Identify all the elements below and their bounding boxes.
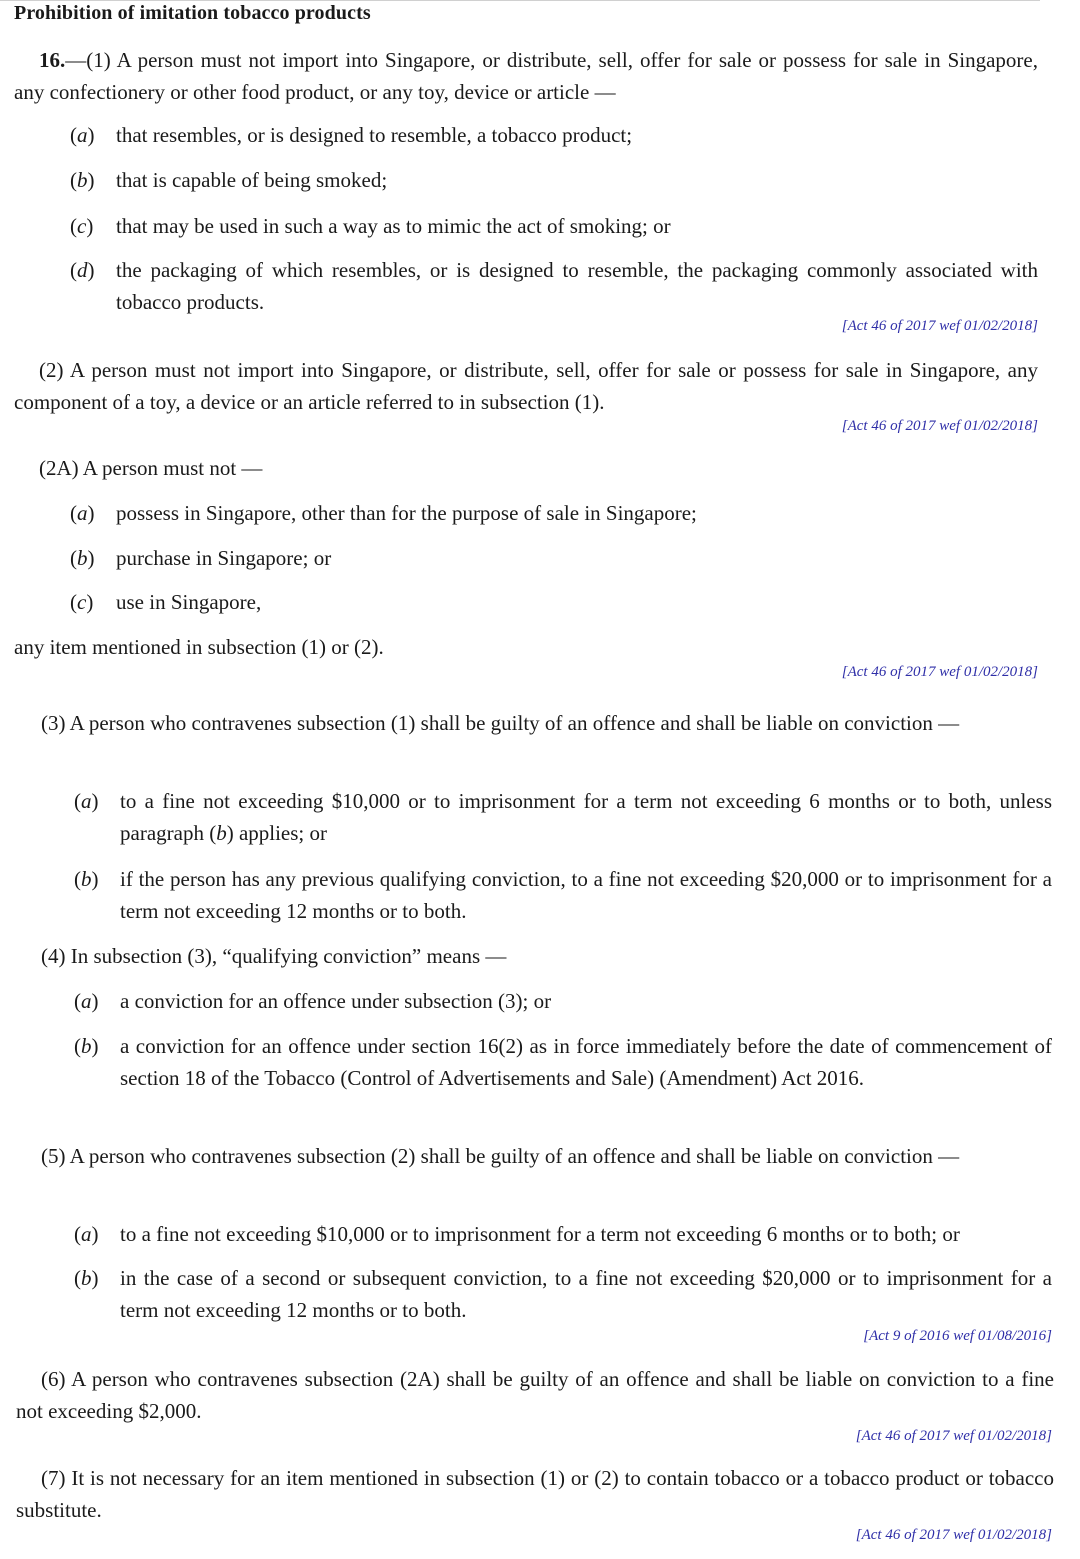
subsection-5: (5) A person who contravenes subsection (2) shall be guilty of an offence and shall be liable on conviction — (41, 1144, 960, 1168)
amendment-note: [Act 46 of 2017 wef 01/02/2018] (841, 318, 1038, 334)
item-text: to a fine not exceeding $10,000 or to imprisonment for a term not exceeding 6 months or to both; or (120, 1222, 960, 1246)
subsection-3-item-b (74, 863, 1052, 927)
subsection-1 (14, 44, 1038, 108)
item-label: (a) (70, 123, 95, 147)
subsection-6: (6) A person who contravenes subsection (2A) shall be guilty of an offence and shall be liable on conviction to a fine not exceeding $2,000. (16, 1367, 1054, 1423)
amendment-note: [Act 46 of 2017 wef 01/02/2018] (855, 1527, 1052, 1543)
item-label: (b) (74, 867, 99, 891)
item-text: a conviction for an offence under subsection (3); or (120, 989, 552, 1013)
section-number: 16. (39, 48, 66, 72)
item-text: the packaging of which resembles, or is designed to resemble, the packaging commonly associated with tobacco products. (116, 258, 1038, 314)
amendment-note: [Act 46 of 2017 wef 01/02/2018] (855, 1428, 1052, 1444)
item-label: (a) (74, 789, 99, 813)
section-heading: Prohibition of imitation tobacco products (14, 2, 371, 24)
subsection-1-item-d (70, 254, 1038, 318)
subsection-3-item-a (74, 785, 1052, 849)
item-label: (b) (74, 1266, 99, 1290)
amendment-note: [Act 9 of 2016 wef 01/08/2016] (863, 1328, 1052, 1344)
item-label: (b) (70, 168, 95, 192)
subsection-4: (4) In subsection (3), “qualifying conviction” means — (41, 944, 507, 968)
amendment-note: [Act 46 of 2017 wef 01/02/2018] (841, 418, 1038, 434)
item-text: that resembles, or is designed to resemble, a tobacco product; (116, 123, 633, 147)
item-label: (c) (70, 214, 94, 238)
item-label: (c) (70, 590, 94, 614)
top-rule (0, 0, 1040, 1)
item-text: that is capable of being smoked; (116, 168, 388, 192)
item-text: purchase in Singapore; or (116, 546, 332, 570)
item-label: (a) (74, 1222, 99, 1246)
item-text: in the case of a second or subsequent conviction, to a fine not exceeding $20,000 or to imprisonment for a term not exceeding 12 months or to both. (120, 1266, 1052, 1322)
item-text: possess in Singapore, other than for the purpose of sale in Singapore; (116, 501, 697, 525)
item-label: (b) (74, 1034, 99, 1058)
subsection-7: (7) It is not necessary for an item mentioned in subsection (1) or (2) to contain tobacco or a tobacco product or tobacco substitute. (16, 1466, 1054, 1522)
item-text: use in Singapore, (116, 590, 262, 614)
subsection-4-item-b (74, 1030, 1052, 1126)
item-label: (a) (74, 989, 99, 1013)
subsection-3: (3) A person who contravenes subsection (1) shall be guilty of an offence and shall be liable on conviction — (41, 711, 960, 735)
item-text: a conviction for an offence under section 16(2) as in force immediately before the date of commencement of section 18 of the Tobacco (Control of Advertisements and Sale) (Amendment) Act 2016. (120, 1034, 1052, 1090)
subsection-1-text: —(1) A person must not import into Singapore, or distribute, sell, offer for sale or possess for sale in Singapore, any confectionery or other food product, or any toy, device or article — (14, 48, 1038, 104)
subsection-2a-tail: any item mentioned in subsection (1) or (2). (14, 635, 384, 659)
item-text: that may be used in such a way as to mimic the act of smoking; or (116, 214, 671, 238)
amendment-note: [Act 46 of 2017 wef 01/02/2018] (841, 664, 1038, 680)
item-label: (d) (70, 258, 95, 282)
item-label: (a) (70, 501, 95, 525)
subsection-2a: (2A) A person must not — (39, 456, 263, 480)
subsection-5-item-b (74, 1262, 1052, 1326)
item-label: (b) (70, 546, 95, 570)
item-text: if the person has any previous qualifying conviction, to a fine not exceeding $20,000 or to imprisonment for a term not exceeding 12 months or to both. (120, 867, 1052, 923)
item-text: to a fine not exceeding $10,000 or to imprisonment for a term not exceeding 6 months or to both, unless paragraph (b) applies; or (120, 789, 1052, 845)
subsection-2: (2) A person must not import into Singapore, or distribute, sell, offer for sale or possess for sale in Singapore, any component of a toy, a device or an article referred to in subsection (1). (14, 358, 1038, 414)
